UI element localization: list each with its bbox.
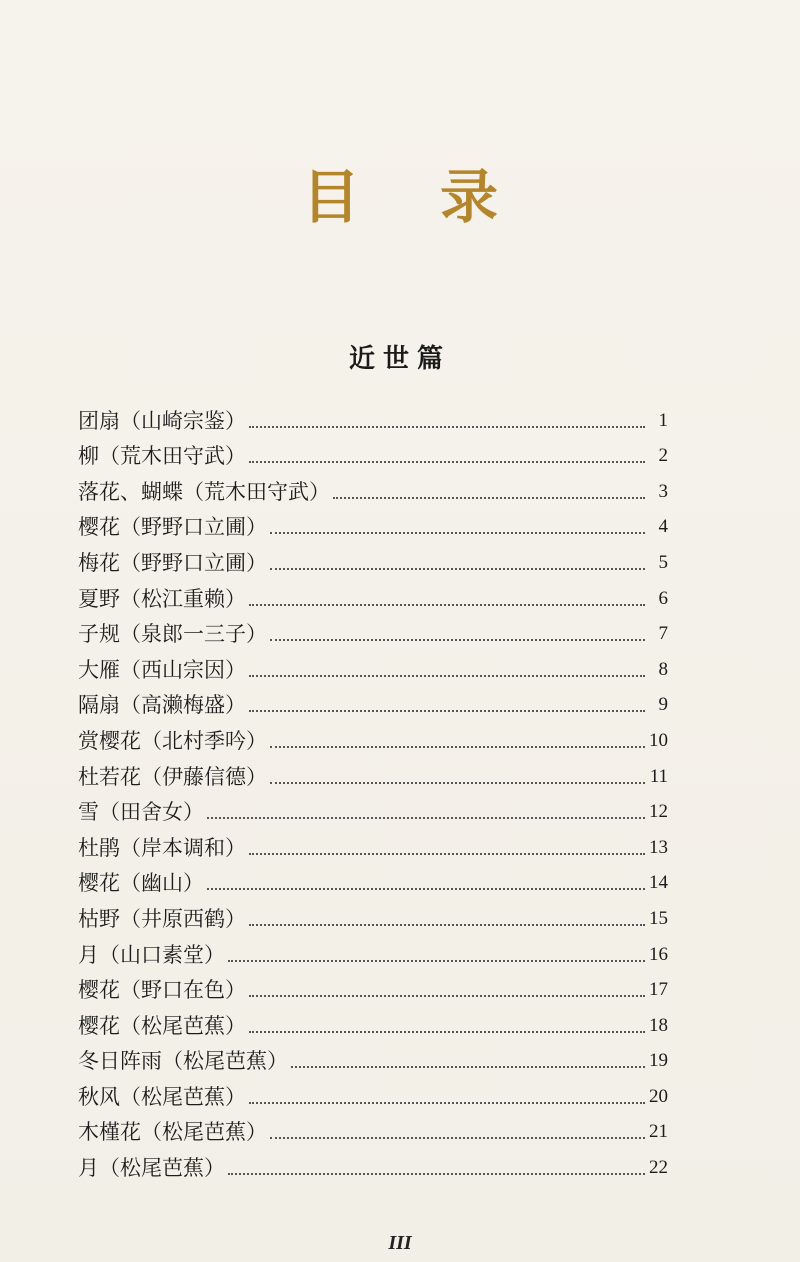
toc-page-number: 18 — [649, 1014, 668, 1036]
dot-leader — [249, 604, 645, 606]
dot-leader — [228, 960, 645, 962]
dot-leader — [333, 497, 645, 499]
toc-entry-title: 团扇（山崎宗鉴） — [78, 408, 246, 433]
toc-entry-title: 冬日阵雨（松尾芭蕉） — [78, 1049, 288, 1074]
toc-entry — [78, 1039, 668, 1075]
toc-entry — [78, 932, 668, 968]
toc-entry — [78, 896, 668, 932]
dot-leader — [249, 1031, 645, 1033]
dot-leader — [207, 888, 645, 890]
toc-entry-title: 雪（田舍女） — [78, 800, 204, 825]
toc-entry — [78, 505, 668, 541]
dot-leader — [228, 1173, 645, 1175]
toc-entry-title: 子规（泉郎一三子） — [78, 622, 267, 647]
toc-entry — [78, 790, 668, 826]
toc-page-number: 19 — [649, 1050, 668, 1072]
toc-page-number: 1 — [658, 409, 668, 431]
toc-entry-title: 柳（荒木田守武） — [78, 444, 246, 469]
toc-entry-title: 梅花（野野口立圃） — [78, 550, 267, 575]
toc-entry — [78, 576, 668, 612]
dot-leader — [249, 426, 645, 428]
toc-entry-title: 木槿花（松尾芭蕉） — [78, 1120, 267, 1145]
toc-entry — [78, 540, 668, 576]
toc-page-number: 15 — [649, 907, 668, 929]
toc-entry — [78, 754, 668, 790]
toc-page-number: 14 — [649, 872, 668, 894]
toc-page-number: 13 — [649, 836, 668, 858]
toc-entry — [78, 1003, 668, 1039]
toc-page-number: 21 — [649, 1121, 668, 1143]
toc-entry-title: 夏野（松江重赖） — [78, 586, 246, 611]
toc-page-number: 3 — [658, 480, 668, 502]
toc-entry — [78, 1074, 668, 1110]
toc-entry — [78, 469, 668, 505]
dot-leader — [270, 1137, 645, 1139]
toc-entry-title: 月（松尾芭蕉） — [78, 1156, 225, 1181]
toc-entry — [78, 1145, 668, 1181]
dot-leader — [270, 532, 645, 534]
toc-entry — [78, 434, 668, 470]
toc-page-number: 7 — [658, 623, 668, 645]
page-title: 目录 — [301, 163, 578, 231]
toc-entry — [78, 683, 668, 719]
toc-entry-title: 月（山口素堂） — [78, 942, 225, 967]
dot-leader — [291, 1066, 645, 1068]
toc-entry — [78, 647, 668, 683]
toc-page-number: 10 — [649, 729, 668, 751]
toc-entry — [78, 718, 668, 754]
dot-leader — [270, 568, 645, 570]
toc-entry — [78, 968, 668, 1004]
toc-page-number: 12 — [649, 801, 668, 823]
toc-page-number: 4 — [658, 516, 668, 538]
toc-page-number: 16 — [649, 943, 668, 965]
toc-page-number: 20 — [649, 1085, 668, 1107]
toc-entry-title: 杜鹃（岸本调和） — [78, 835, 246, 860]
toc-entry-title: 秋风（松尾芭蕉） — [78, 1084, 246, 1109]
toc-entry — [78, 398, 668, 434]
toc-page-number: 2 — [658, 445, 668, 467]
dot-leader — [249, 853, 645, 855]
toc-page-number: 9 — [658, 694, 668, 716]
dot-leader — [249, 995, 645, 997]
dot-leader — [270, 746, 645, 748]
toc-page-number: 6 — [658, 587, 668, 609]
toc-entry-title: 枯野（井原西鹤） — [78, 906, 246, 931]
toc-entry-title: 樱花（野野口立圃） — [78, 515, 267, 540]
toc-entry-title: 落花、蝴蝶（荒木田守武） — [78, 479, 330, 504]
dot-leader — [249, 461, 645, 463]
table-of-contents — [78, 398, 668, 1181]
toc-entry-title: 大雁（西山宗因） — [78, 657, 246, 682]
toc-page-number: 8 — [658, 658, 668, 680]
toc-entry — [78, 825, 668, 861]
toc-entry — [78, 861, 668, 897]
dot-leader — [249, 924, 645, 926]
toc-entry-title: 杜若花（伊藤信德） — [78, 764, 267, 789]
toc-entry-title: 隔扇（高濑梅盛） — [78, 693, 246, 718]
dot-leader — [270, 639, 645, 641]
dot-leader — [270, 782, 645, 784]
toc-entry-title: 樱花（野口在色） — [78, 978, 246, 1003]
toc-page-number: 11 — [649, 765, 668, 787]
toc-page-number: 5 — [658, 551, 668, 573]
toc-entry-title: 樱花（松尾芭蕉） — [78, 1013, 246, 1038]
page-folio: III — [388, 1232, 412, 1254]
toc-entry — [78, 1110, 668, 1146]
dot-leader — [249, 675, 645, 677]
section-heading: 近世篇 — [348, 344, 451, 374]
dot-leader — [207, 817, 645, 819]
dot-leader — [249, 710, 645, 712]
toc-page-number: 17 — [649, 979, 668, 1001]
dot-leader — [249, 1102, 645, 1104]
toc-entry — [78, 612, 668, 648]
toc-page-number: 22 — [649, 1157, 668, 1179]
toc-entry-title: 赏樱花（北村季吟） — [78, 728, 267, 753]
toc-entry-title: 樱花（幽山） — [78, 871, 204, 896]
